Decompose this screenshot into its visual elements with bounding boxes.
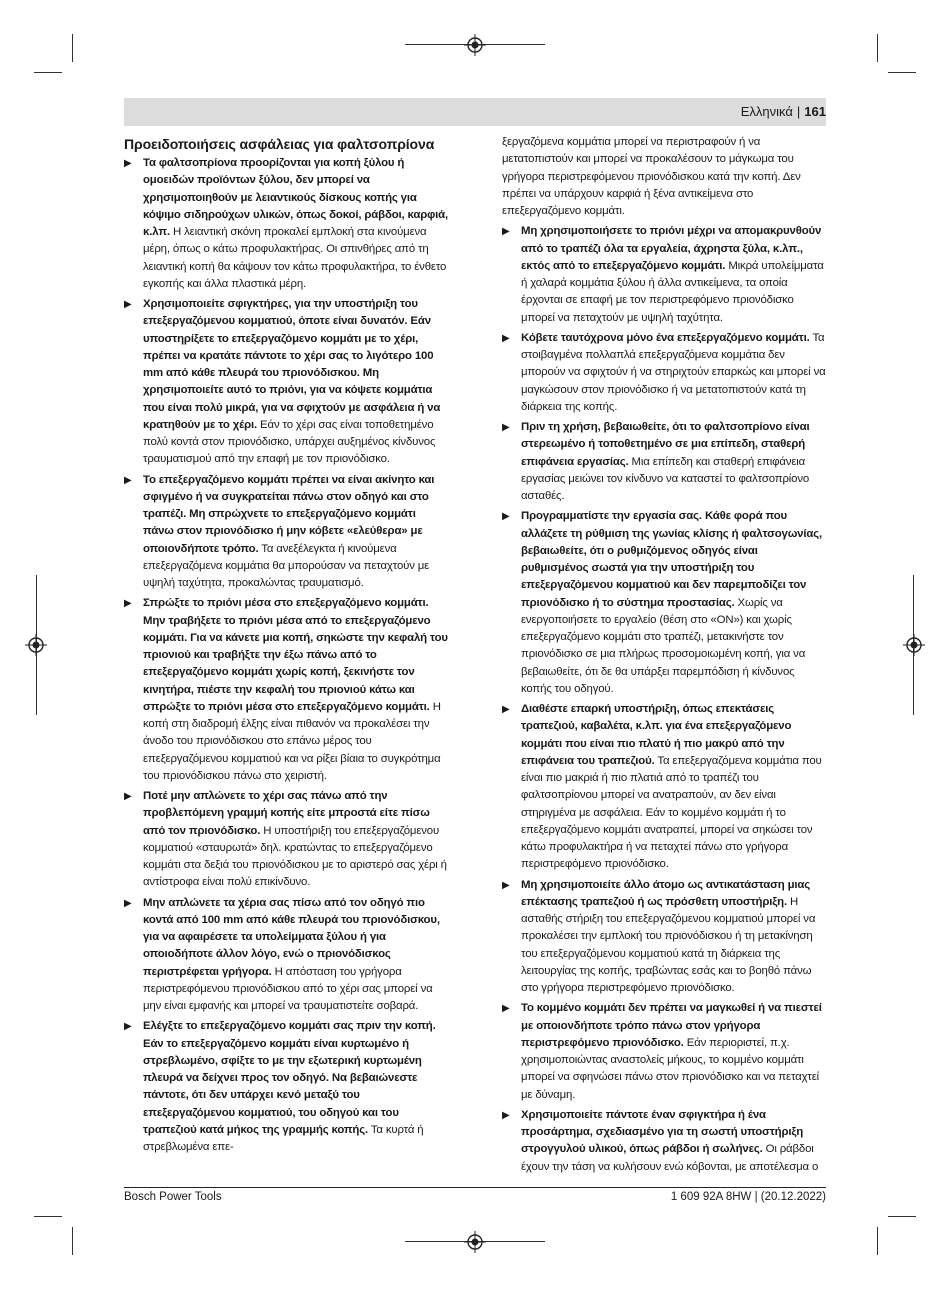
footer-brand: Bosch Power Tools	[124, 1191, 222, 1203]
safety-item-heading: Προγραμματίστε την εργασία σας. Κάθε φορά που αλλάζετε τη ρύθμιση της γωνίας κλίσης ή φαλτσογωνίας, βεβαιωθείτε, ότι ο ρυθμιζόμενος οδηγός είναι ρυθμισμένος σωστά για την υποστήριξη του επεξεργαζόμενου κομματιού και δεν παρεμποδίζει τον πριονόδισκο ή το σύστημα προστασίας.	[521, 510, 823, 609]
registration-mark-icon	[464, 1231, 486, 1253]
left-items	[124, 155, 449, 1156]
safety-item	[502, 701, 827, 874]
safety-item	[124, 472, 449, 593]
footer-rule	[124, 1187, 826, 1188]
section-title: Προειδοποιήσεις ασφάλειας για φαλτσοπρίονα	[124, 136, 435, 152]
safety-item-heading: Μη χρησιμοποιήσετε το πριόνι μέχρι να απομακρυνθούν από το τραπέζι όλα τα εργαλεία, άχρηστα ξύλα, κ.λπ., εκτός από το επεξεργαζόμενο κομμάτι.	[521, 225, 822, 272]
safety-item-heading: Ελέγξτε το επεξεργαζόμενο κομμάτι σας πριν την κοπή. Εάν το επεξεργαζόμενο κομμάτι είναι κυρτωμένο ή στρεβλωμένο, σφίξτε το με την εξωτερική κυρτωμένη πλευρά να δείχνει προς τον οδηγό. Να βεβαιώνεστε πάντοτε, ότι δεν υπάρχει κενό μεταξύ του επεξεργαζόμενου κομματιού, του οδηγού και του τραπεζιού κατά μήκος της γραμμής κοπής.	[143, 1020, 436, 1136]
crop-mark	[72, 34, 73, 62]
safety-item-text: Εάν το χέρι σας είναι τοποθετημένο πολύ κοντά στον πριονόδισκο, υπάρχει αυξημένος κίνδυνος τραυματισμού από την επαφή με τον πριονόδισκο.	[143, 418, 436, 466]
bullet-arrow-icon: ▶	[124, 897, 132, 909]
bullet-arrow-icon: ▶	[502, 1003, 510, 1015]
safety-item-heading: Διαθέστε επαρκή υποστήριξη, όπως επεκτάσεις τραπεζιού, καβαλέτα, κ.λπ. για ένα επεξεργαζόμενο κομμάτι που είναι πιο πλατύ ή πιο μακρύ από την επιφάνεια του τραπεζιού.	[521, 703, 792, 767]
bullet-arrow-icon: ▶	[124, 1021, 132, 1033]
safety-item-heading: Χρησιμοποιείτε σφιγκτήρες, για την υποστήριξη του επεξεργαζόμενου κομματιού, όποτε είναι δυνατόν. Εάν υποστηρίξετε το επεξεργαζόμενο κομμάτι με το χέρι, πρέπει να κρατάτε πάντοτε το χέρι σας το λιγότερο 100 mm από κάθε πλευρά του πριονόδισκου. Μη χρησιμοποιείτε αυτό το πριόνι, για να κόψετε κομμάτια που είναι πολύ μικρά, για να σφιχτούν με ασφάλεια ή να κρατηθούν με το χέρι.	[143, 298, 441, 431]
bullet-arrow-icon: ▶	[124, 474, 132, 486]
safety-item	[502, 877, 827, 998]
footer-docref: 1 609 92A 8HW | (20.12.2022)	[670, 1191, 826, 1203]
crop-mark	[877, 1227, 878, 1255]
safety-item-text: Εάν περιοριστεί, π.χ. χρησιμοποιώντας αναστολείς μήκους, το κομμένο κομμάτι μπορεί να σφηνώσει πάνω στον πριονόδισκο και να πεταχτεί με δύναμη.	[521, 1036, 820, 1101]
safety-item	[502, 508, 827, 698]
bullet-arrow-icon: ▶	[124, 158, 132, 169]
safety-item	[502, 1107, 827, 1176]
bullet-arrow-icon: ▶	[502, 879, 510, 891]
safety-item-text: Μικρά υπολείμματα ή χαλαρά κομμάτια ξύλου ή άλλα αντικείμενα, τα οποία έρχονται σε επαφή με τον περιστρεφόμενο πριονόδισκο μπορεί να πεταχτούν με υψηλή ταχύτητα.	[521, 259, 824, 324]
safety-item	[124, 155, 449, 293]
safety-item-heading: Χρησιμοποιείτε πάντοτε έναν σφιγκτήρα ή ένα προσάρτημα, σχεδιασμένο για τη σωστή υποστήριξη στρογγυλού υλικού, όπως ράβδοι ή σωλήνες.	[521, 1108, 804, 1156]
crop-mark	[888, 1216, 916, 1217]
safety-item-heading: Μη χρησιμοποιείτε άλλο άτομο ως αντικατάσταση μιας επέκτασης τραπεζιού ή ως πρόσθετη υποστήριξη.	[521, 878, 811, 908]
header-language: Ελληνικά	[740, 104, 793, 119]
page-number: 161	[804, 104, 826, 119]
safety-item-text: Χωρίς να ενεργοποιήσετε το εργαλείο (θέση στο «ON») και χωρίς επεξεργαζόμενο κομμάτι στο τραπέζι, μετακινήστε τον πριονόδισκο σε μια πλήρως προσομοιωμένη κοπή, για να βεβαιωθείτε, ότι δε θα υπάρξει παρεμπόδιση ή κίνδυνος κοπής του οδηγού.	[521, 596, 806, 695]
safety-item-heading: Το επεξεργαζόμενο κομμάτι πρέπει να είναι ακίνητο και σφιγμένο ή να συγκρατείται πάνω στον οδηγό και στο τραπέζι. Μη σπρώχνετε το επεξεργαζόμενο κομμάτι πάνω στον πριονόδισκο ή μην κόβετε «ελεύθερα» με οποιονδήποτε τρόπο.	[143, 473, 435, 555]
safety-item-text: Οι ράβδοι έχουν την τάση να κυλήσουν ενώ κόβονται, με αποτέλεσμα ο	[521, 1143, 819, 1173]
safety-item-heading: Σπρώξτε το πριόνι μέσα στο επεξεργαζόμενο κομμάτι. Μην τραβήξετε το πριόνι μέσα από το επεξεργαζόμενο κομμάτι. Για να κάνετε μια κοπή, σηκώστε την κεφαλή του πριονιού και τραβήξτε την έξω πάνω από το επεξεργαζόμενο κομμάτι χωρίς κοπή, ξεκινήστε τον κινητήρα, πιέστε την κεφαλή του πριονιού κάτω και σπρώξτε το πριόνι μέσα στο επεξεργαζόμενο κομμάτι.	[143, 597, 448, 713]
safety-item	[502, 223, 827, 327]
right-column	[502, 134, 827, 1179]
safety-item	[502, 419, 827, 505]
registration-mark-icon	[464, 34, 486, 56]
bullet-arrow-icon: ▶	[502, 332, 510, 344]
registration-mark-icon	[25, 634, 47, 656]
safety-item	[124, 788, 449, 892]
bullet-arrow-icon: ▶	[502, 226, 510, 238]
crop-mark	[888, 72, 916, 73]
continuation-text: ξεργαζόμενα κομμάτια μπορεί να περιστραφούν ή να μετατοπιστούν και μπορεί να προκαλέσουν το μάγκωμα του γρήγορα περιστρεφόμενου πριονόδισκου κατά την κοπή. Δεν πρέπει να υπάρχουν καρφιά ή ξένα αντικείμενα στο επεξεργαζόμενο κομμάτι.	[502, 136, 801, 217]
safety-item-text: Η λειαντική σκόνη προκαλεί εμπλοκή στα κινούμενα μέρη, όπως ο κάτω προφυλακτήρας. Οι σπινθήρες από τη λειαντική κοπή θα κάψουν τον κάτω προφυλακτήρα, το ένθετο εγκοπής και άλλα πλαστικά μέρη.	[143, 226, 447, 290]
safety-item-text: Τα ανεξέλεγκτα ή κινούμενα επεξεργαζόμενα κομμάτια θα μπορούσαν να πεταχτούν με υψηλή ταχύτητα, προκαλώντας τραυματισμό.	[143, 542, 430, 589]
safety-item-text: Η κοπή στη διαδρομή έλξης είναι πιθανόν να προκαλέσει την άνοδο του πριονόδισκου στο επάνω μέρος του επεξεργαζόμενου κομματιού και να ρίξει βίαια το συγκρότημα του πριονόδισκου πάνω στο χειριστή.	[143, 700, 441, 782]
left-column	[124, 134, 449, 1159]
safety-item-text: Η ασταθής στήριξη του επεξεργαζόμενου κομματιού μπορεί να προκαλέσει την εμπλοκή του πριονόδισκου ή τη μετακίνηση του επεξεργαζόμενου κομματιού κατά τη διάρκεια της λειτουργίας της κοπής, τραβώντας εσάς και το βοηθό πάνω στο γρήγορα περιστρεφόμενο πριονόδισκο.	[521, 895, 816, 994]
bullet-arrow-icon: ▶	[502, 704, 510, 715]
bullet-arrow-icon: ▶	[502, 1109, 510, 1121]
safety-item	[124, 1018, 449, 1156]
right-items	[502, 223, 827, 1176]
header-band	[124, 98, 826, 126]
safety-item	[124, 895, 449, 1016]
safety-item-heading: Ποτέ μην απλώνετε το χέρι σας πάνω από την προβλεπόμενη γραμμή κοπής είτε μπροστά είτε πίσω από τον πριονόδισκο.	[143, 790, 430, 837]
safety-item-text: Τα στοιβαγμένα πολλαπλά επεξεργαζόμενα κομμάτια δεν μπορούν να σφιχτούν ή να στηριχτούν επαρκώς και μπορεί να μαγκώσουν στον πριονόδισκο ή να μετατοπιστούν κατά τη διάρκεια της κοπής.	[521, 331, 826, 413]
bullet-arrow-icon: ▶	[124, 791, 132, 802]
safety-item-heading: Μην απλώνετε τα χέρια σας πίσω από τον οδηγό πιο κοντά από 100 mm από κάθε πλευρά του πριονόδισκου, για να αφαιρέσετε τα υπολείμματα ξύλου ή για οποιοδήποτε άλλον λόγο, ενώ ο πριονόδισκος περιστρέφεται γρήγορα.	[143, 896, 440, 978]
registration-mark-icon	[903, 634, 925, 656]
bullet-arrow-icon: ▶	[502, 422, 510, 433]
page-header: Ελληνικά | 161	[740, 104, 826, 119]
safety-item-heading: Πριν τη χρήση, βεβαιωθείτε, ότι το φαλτσοπρίονο είναι στερεωμένο ή τοποθετημένο σε μια επίπεδη, σταθερή επιφάνεια εργασίας.	[521, 421, 810, 468]
safety-item	[502, 1000, 827, 1104]
safety-item-text: Η υποστήριξη του επεξεργαζόμενου κομματιού «σταυρωτά» δηλ. κρατώντας το επεξεργαζόμενο κομμάτι στα δεξιά του πριονόδισκου με το αριστερό σας χέρι ή αντίστροφα είναι πολύ επικίνδυνο.	[143, 824, 447, 889]
safety-item	[502, 330, 827, 416]
bullet-arrow-icon: ▶	[124, 299, 132, 310]
safety-item	[124, 296, 449, 469]
safety-item-text: Μια επίπεδη και σταθερή επιφάνεια εργασίας μειώνει τον κίνδυνο να καταστεί το φαλτσοπρίονο ασταθές.	[521, 455, 810, 502]
crop-mark	[72, 1227, 73, 1255]
bullet-arrow-icon: ▶	[502, 511, 510, 523]
crop-mark	[877, 34, 878, 62]
safety-item-heading: Κόβετε ταυτόχρονα μόνο ένα επεξεργαζόμενο κομμάτι.	[521, 331, 810, 344]
safety-item	[124, 595, 449, 785]
safety-item-heading: Το κομμένο κομμάτι δεν πρέπει να μαγκωθεί ή να πιεστεί με οποιονδήποτε τρόπο πάνω στον γρήγορα περιστρεφόμενο πριονόδισκο.	[521, 1002, 822, 1049]
safety-item-text: Τα κυρτά ή στρεβλωμένα επε-	[143, 1123, 424, 1153]
safety-item-text: Τα επεξεργαζόμενα κομμάτια που είναι πιο μακριά ή πιο πλατιά από το τραπέζι του φαλτσοπρίονου μπορεί να ανατραπούν, αν δεν είναι στηριγμένα με ασφάλεια. Εάν το κομμένο κομμάτι ή το επεξεργαζόμενο κομμάτι ανατραπεί, μπορεί να σηκώσει τον κάτω προφυλακτήρα ή να πεταχτεί πάνω στο γρήγορα περιστρεφόμενο πριονόδισκο.	[521, 754, 822, 871]
bullet-arrow-icon: ▶	[124, 598, 132, 610]
crop-mark	[34, 72, 62, 73]
safety-item-heading: Τα φαλτσοπρίονα προορίζονται για κοπή ξύλου ή ομοειδών προϊόντων ξύλου, δεν μπορεί να χρησιμοποιηθούν με λειαντικούς δίσκους κοπής για κόψιμο σιδηρούχων υλικών, όπως δοκοί, ράβδοι, καρφιά, κ.λπ.	[143, 157, 449, 238]
crop-mark	[34, 1216, 62, 1217]
safety-item-text: Η απόσταση του γρήγορα περιστρεφόμενου πριονόδισκου από το χέρι σας μπορεί να μην είναι εμφανής και μπορεί να τραυματιστείτε σοβαρά.	[143, 965, 433, 1012]
